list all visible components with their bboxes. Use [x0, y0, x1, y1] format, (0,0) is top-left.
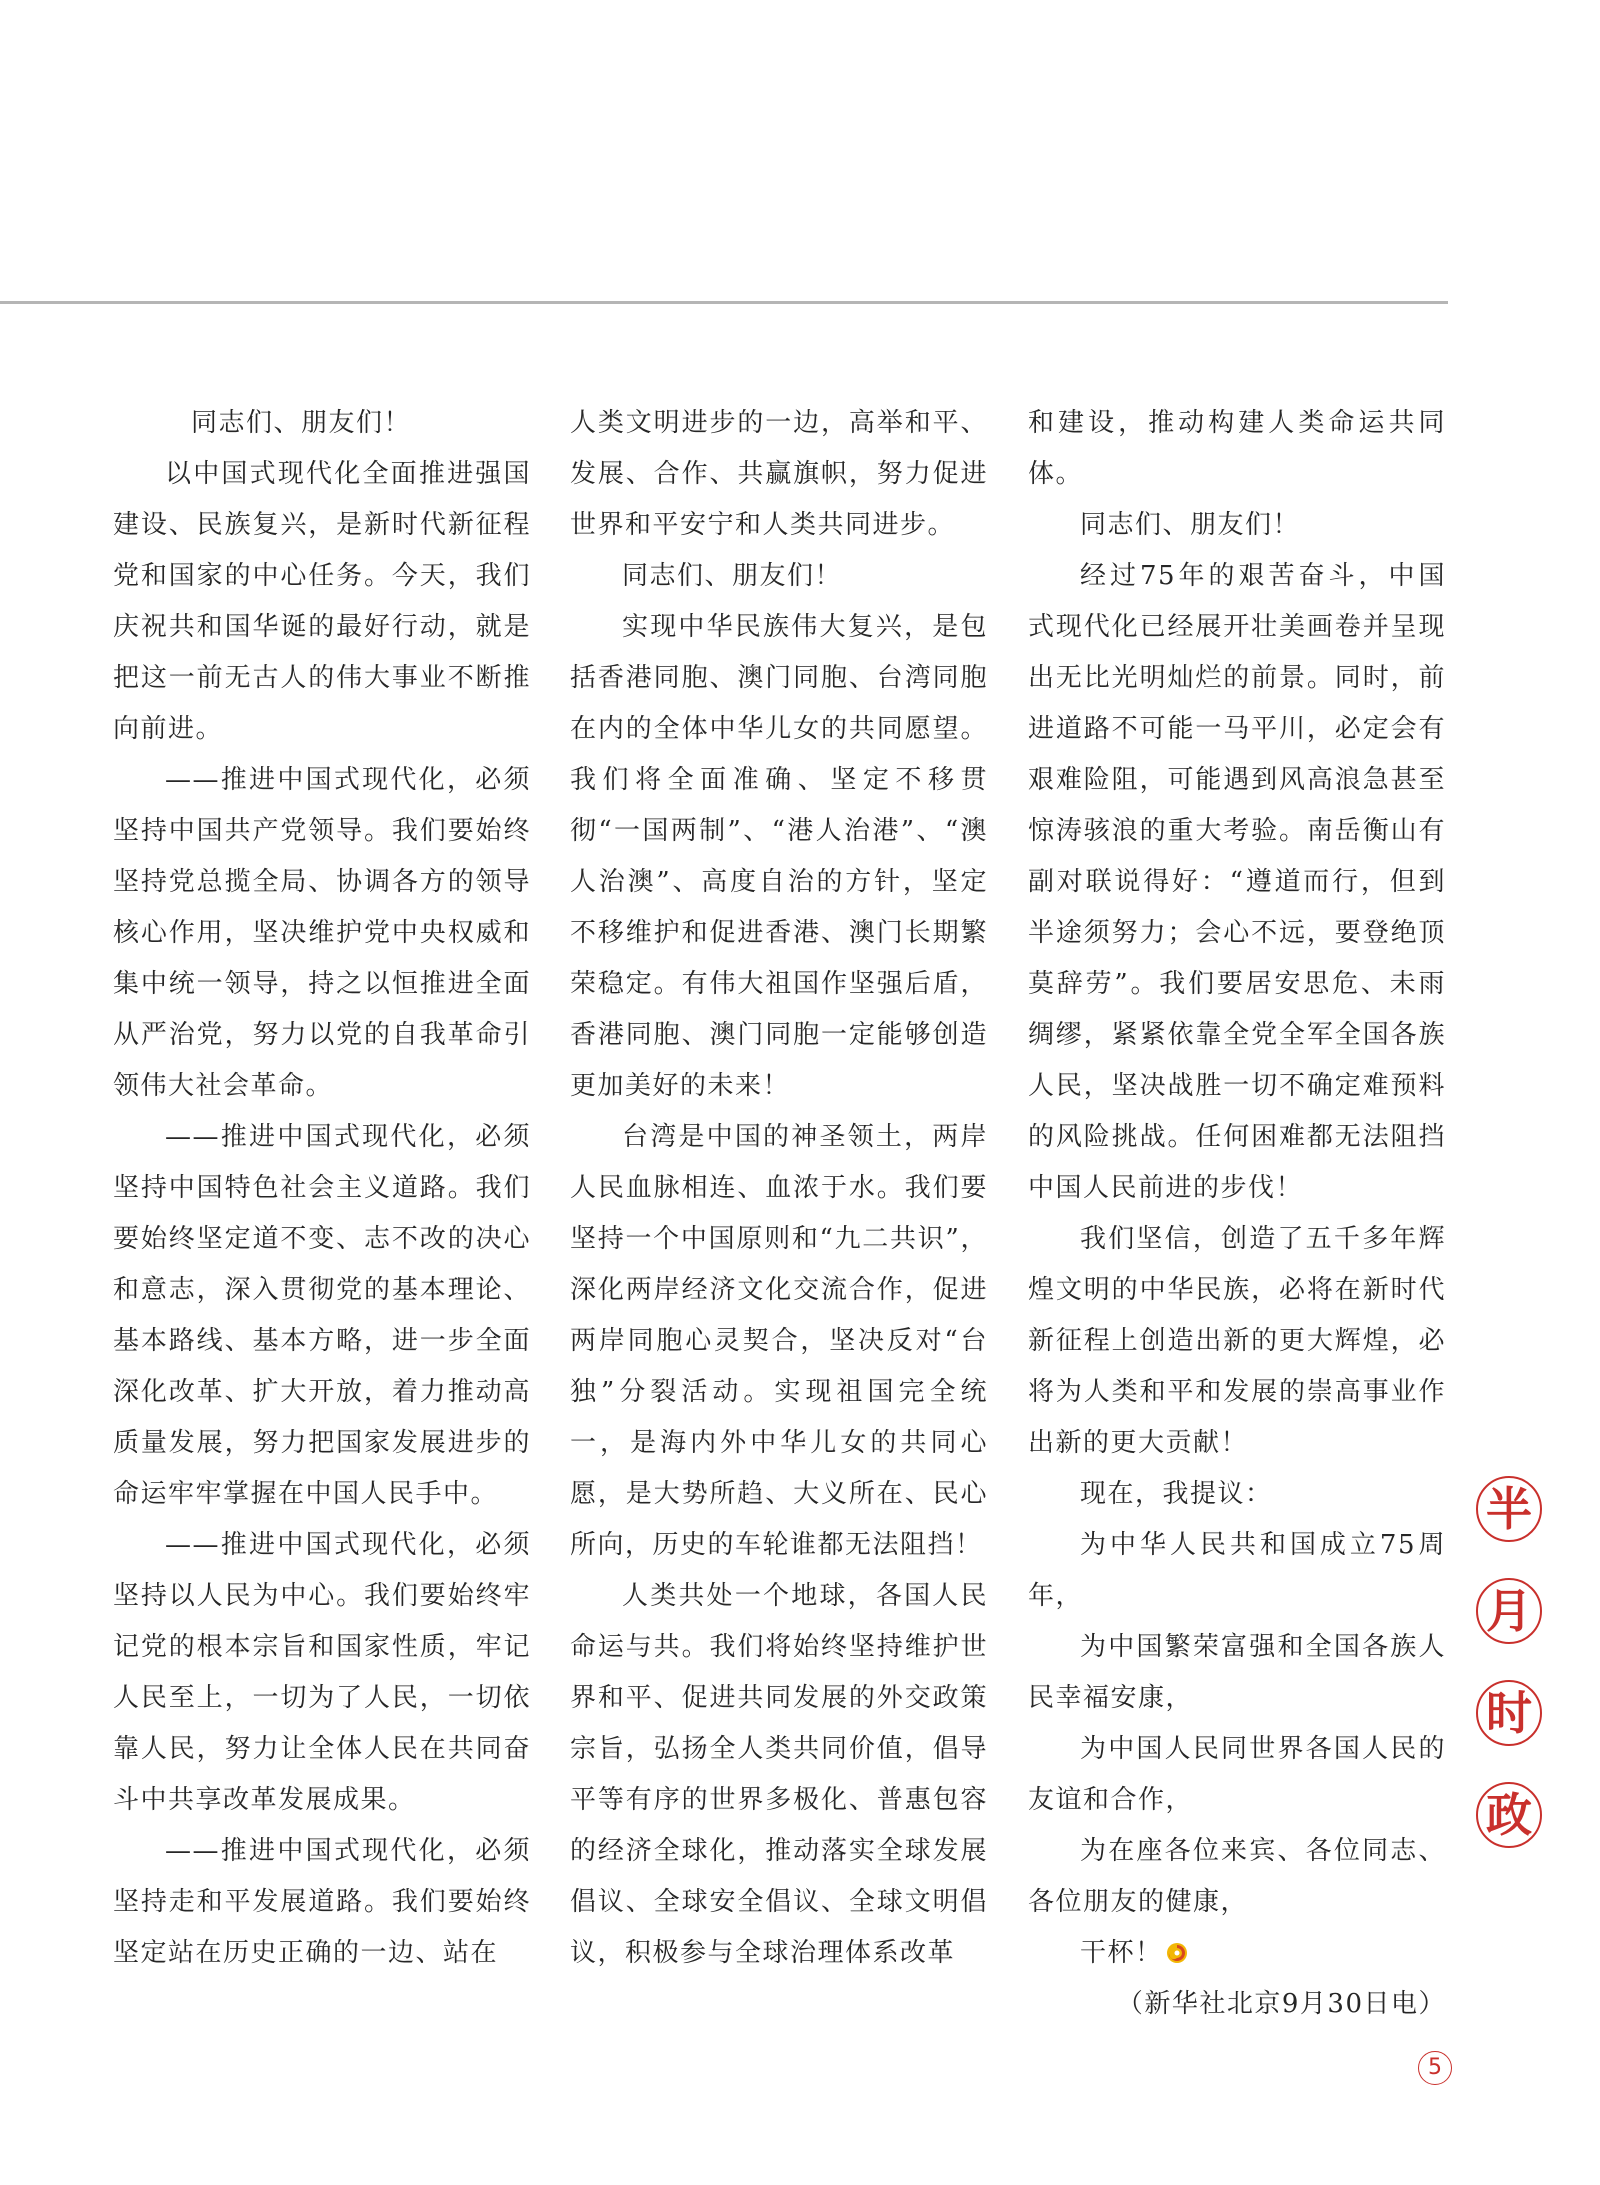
page-number: 5 — [1418, 2051, 1452, 2085]
toast-line: 为中华人民共和国成立75周年， — [1028, 1530, 1446, 1611]
greeting: 同志们、朋友们！ — [191, 408, 412, 438]
paragraph: 经过75年的艰苦奋斗，中国式现代化已经展开壮美画卷并呈现出无比光明灿烂的前景。同时，前进道路不可能一马平川，必定会有艰难险阻，可能遇到风高浪急甚至惊涛骇浪的重大考验。南岳衡山有副对联说得好：“遵道而行，但到半途须努力；会心不远，要登绝顶莫辞劳”。我们要居安思危、未雨绸缪，紧紧依靠全党全军全国各族人民，坚决战胜一切不确定难预料的风险挑战。任何困难都无法阻挡中国人民前进的步伐！ — [1028, 561, 1446, 1203]
text-column-1 — [113, 398, 531, 1979]
paragraph: 人类共处一个地球，各国人民命运与共。我们将始终坚持维护世界和平、促进共同发展的外交政策宗旨，弘扬全人类共同价值，倡导平等有序的世界多极化、普惠包容的经济全球化，推动落实全球发展倡议、全球安全倡议、全球文明倡议，积极参与全球治理体系改革 — [570, 1581, 988, 1968]
paragraph: 现在，我提议： — [1080, 1479, 1273, 1509]
paragraph: ——推进中国式现代化，必须坚持以人民为中心。我们要始终牢记党的根本宗旨和国家性质，牢记人民至上，一切为了人民，一切依靠人民，努力让全体人民在共同奋斗中共享改革发展成果。 — [113, 1530, 531, 1815]
section-title-vertical — [1476, 1476, 1548, 1884]
toast-line: 为中国繁荣富强和全国各族人民幸福安康， — [1028, 1632, 1446, 1713]
swirl-end-mark-icon — [1165, 1941, 1189, 1965]
paragraph: ——推进中国式现代化，必须坚持走和平发展道路。我们要始终坚定站在历史正确的一边、站在 — [113, 1836, 531, 1968]
section-title-char: 政 — [1476, 1782, 1542, 1848]
text-column-3 — [1028, 398, 1446, 2030]
paragraph: ——推进中国式现代化，必须坚持中国特色社会主义道路。我们要始终坚定道不变、志不改的决心和意志，深入贯彻党的基本理论、基本路线、基本方略，进一步全面深化改革、扩大开放，着力推动高质量发展，努力把国家发展进步的命运牢牢掌握在中国人民手中。 — [113, 1122, 531, 1509]
paragraph: 我们坚信，创造了五千多年辉煌文明的中华民族，必将在新时代新征程上创造出新的更大辉煌，必将为人类和平和发展的崇高事业作出新的更大贡献！ — [1028, 1224, 1446, 1458]
toast-line: 为中国人民同世界各国人民的友谊和合作， — [1028, 1734, 1446, 1815]
paragraph: 台湾是中国的神圣领土，两岸人民血脉相连、血浓于水。我们要坚持一个中国原则和“九二共识”，深化两岸经济文化交流合作，促进两岸同胞心灵契合，坚决反对“台独”分裂活动。实现祖国完全统一，是海内外中华儿女的共同心愿，是大势所趋、大义所在、民心所向，历史的车轮谁都无法阻挡！ — [570, 1122, 988, 1560]
greeting: 同志们、朋友们！ — [622, 561, 843, 591]
header-rule — [0, 301, 1448, 304]
paragraph-continuation: 人类文明进步的一边，高举和平、发展、合作、共赢旗帜，努力促进世界和平安宁和人类共同进步。 — [570, 408, 988, 540]
closing-text: 干杯！ — [1080, 1938, 1163, 1968]
text-column-2 — [570, 398, 988, 1979]
section-title-char: 半 — [1476, 1476, 1542, 1542]
paragraph: 实现中华民族伟大复兴，是包括香港同胞、澳门同胞、台湾同胞在内的全体中华儿女的共同愿望。我们将全面准确、坚定不移贯彻“一国两制”、“港人治港”、“澳人治澳”、高度自治的方针，坚定不移维护和促进香港、澳门长期繁荣稳定。有伟大祖国作坚强后盾，香港同胞、澳门同胞一定能够创造更加美好的未来！ — [570, 612, 988, 1101]
paragraph: ——推进中国式现代化，必须坚持中国共产党领导。我们要始终坚持党总揽全局、协调各方的领导核心作用，坚决维护党中央权威和集中统一领导，持之以恒推进全面从严治党，努力以党的自我革命引领伟大社会革命。 — [113, 765, 531, 1101]
greeting: 同志们、朋友们！ — [1080, 510, 1301, 540]
closing-line — [1028, 1928, 1446, 1979]
dateline: （新华社北京9月30日电） — [1116, 1989, 1446, 2019]
paragraph: 以中国式现代化全面推进强国建设、民族复兴，是新时代新征程党和国家的中心任务。今天，我们庆祝共和国华诞的最好行动，就是把这一前无古人的伟大事业不断推向前进。 — [113, 459, 531, 744]
toast-line: 为在座各位来宾、各位同志、各位朋友的健康， — [1028, 1836, 1446, 1917]
section-title-char: 月 — [1476, 1578, 1542, 1644]
paragraph-continuation: 和建设，推动构建人类命运共同体。 — [1028, 408, 1446, 489]
section-title-char: 时 — [1476, 1680, 1542, 1746]
